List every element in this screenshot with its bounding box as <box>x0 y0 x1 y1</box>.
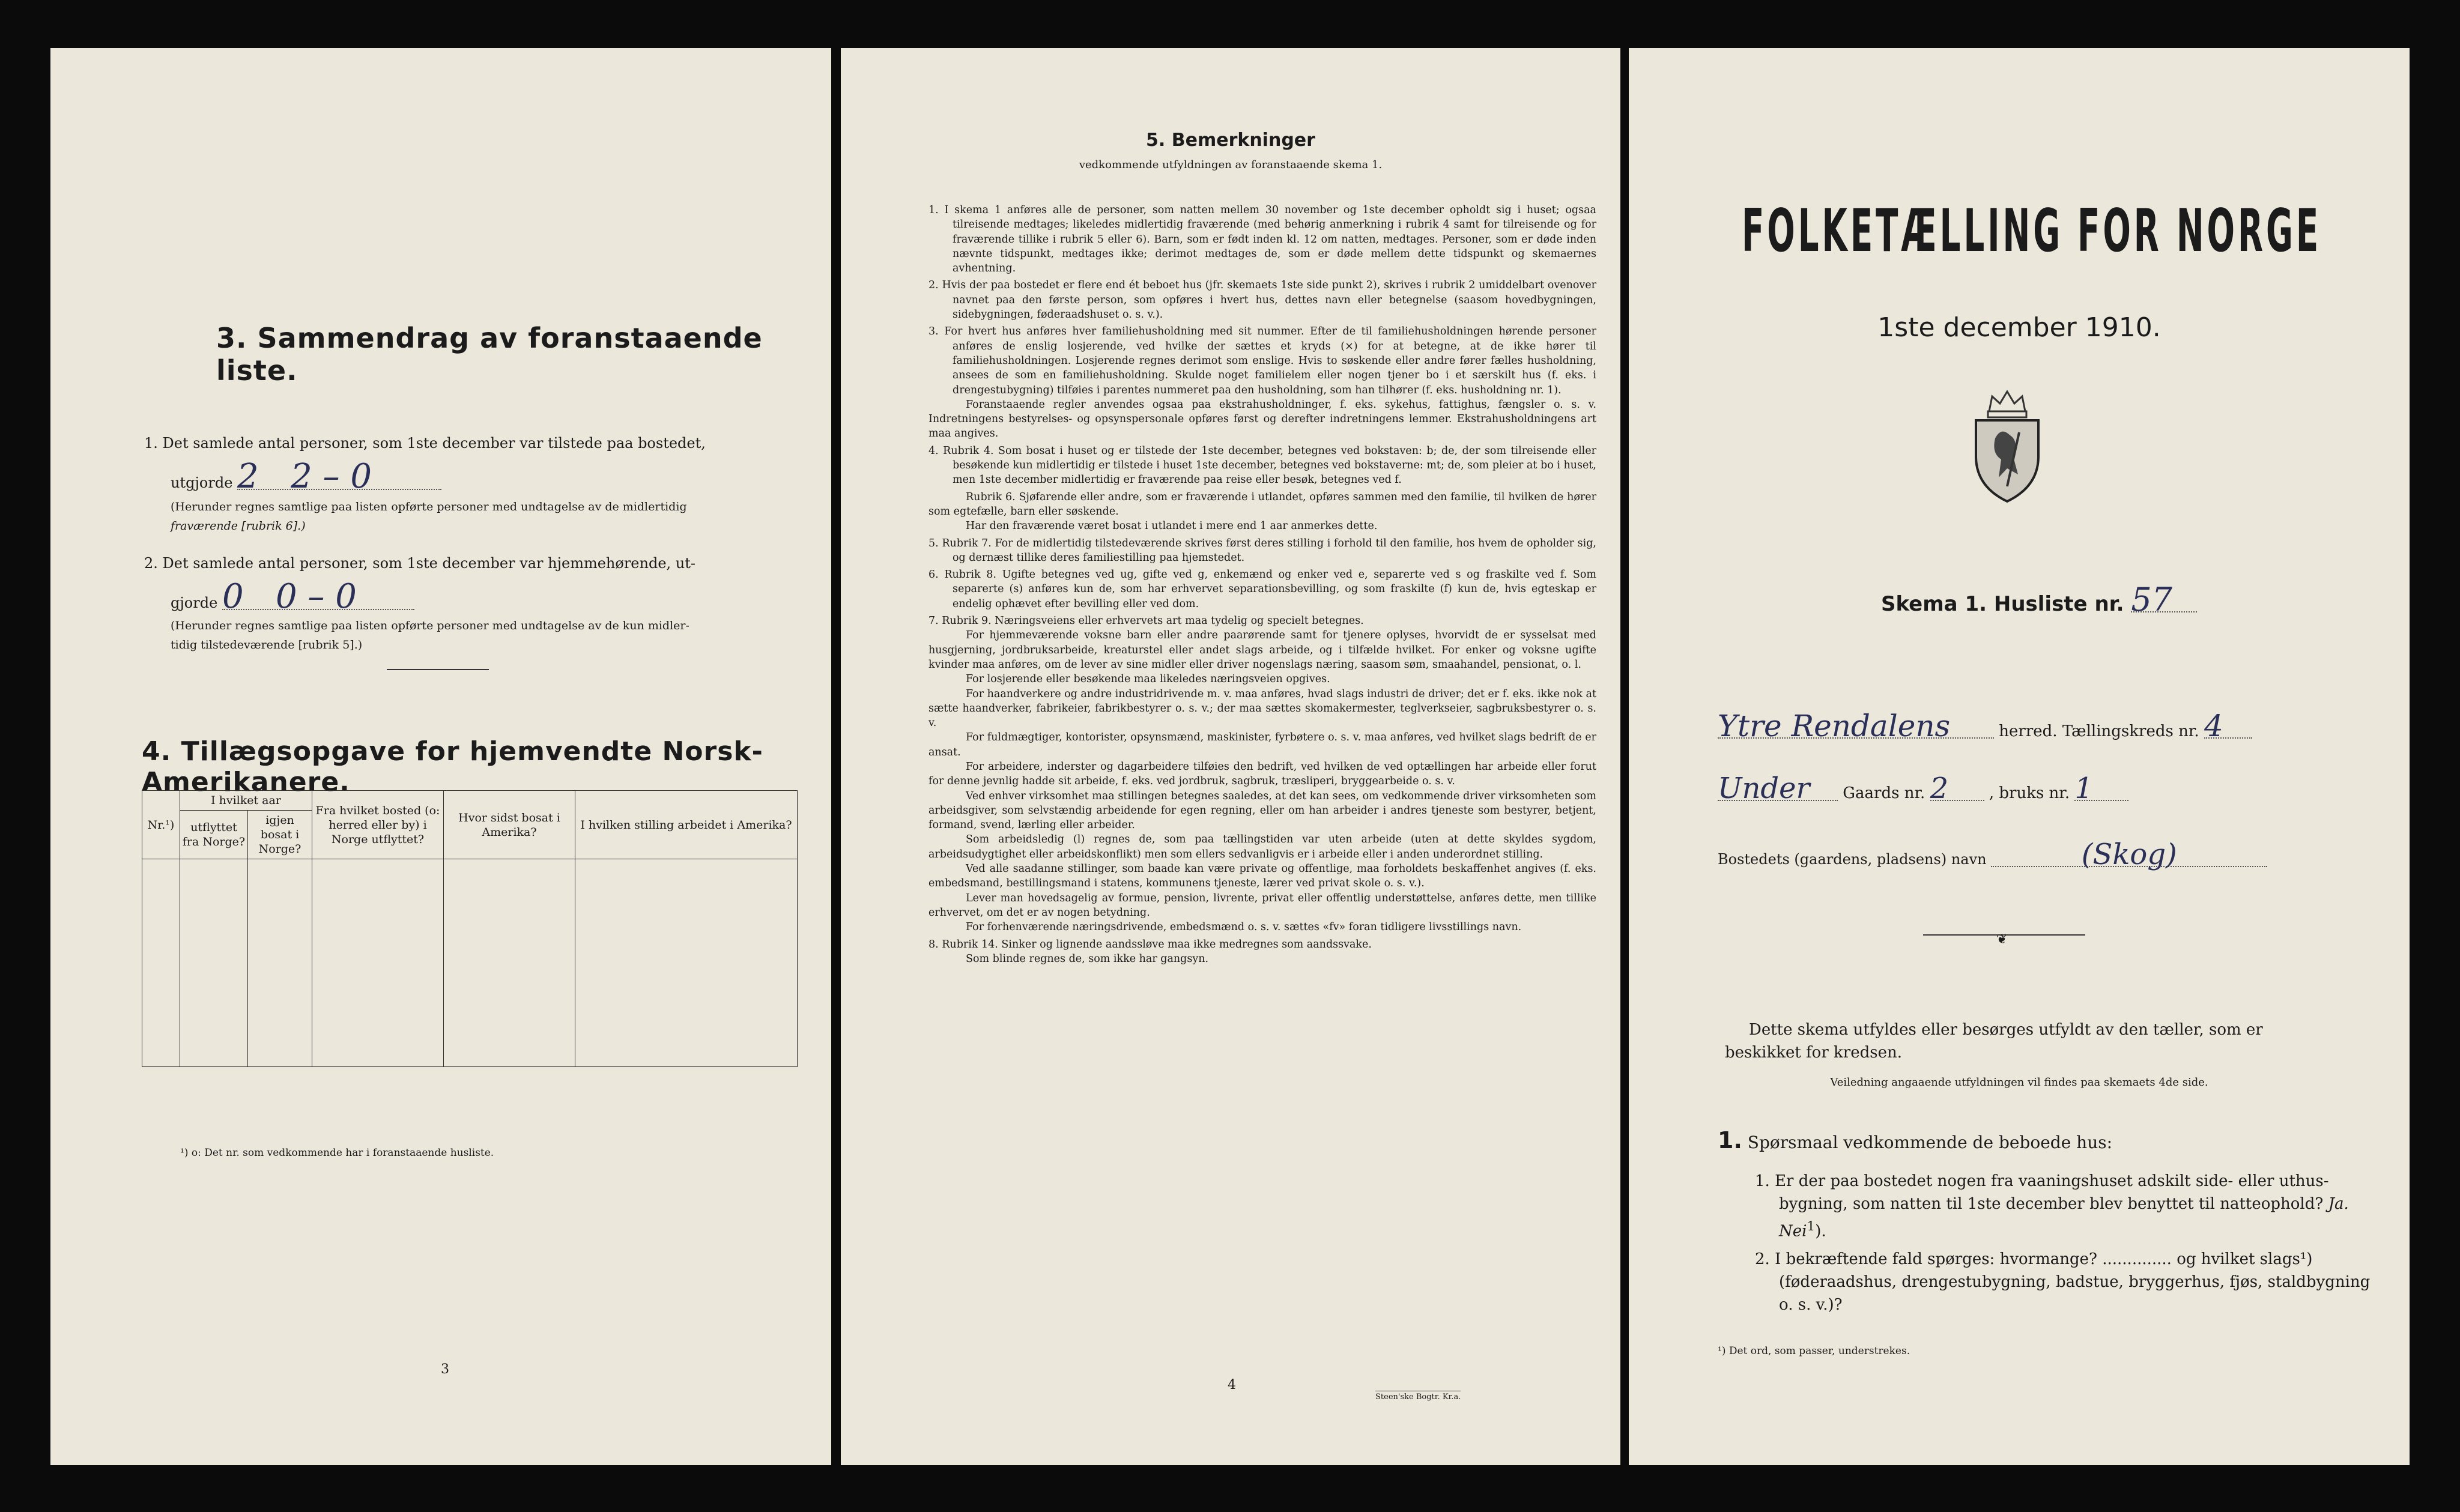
remark-4c: Har den fraværende været bosat i utlandet i mere end 1 aar anmerkes dette. <box>966 520 1378 533</box>
questions-heading-text: Spørsmaal vedkommende de beboede hus: <box>1747 1132 2113 1152</box>
col-occupation: I hvilken stilling arbeidet i Amerika? <box>575 791 798 859</box>
col-group-year: I hvilket aar <box>180 791 312 811</box>
remark-7c: For losjerende eller besøkende maa likeledes næringsveien opgives. <box>966 673 1330 686</box>
item2-hw-a: 0 <box>222 577 244 616</box>
ornament-icon: ❦ <box>1996 932 2008 947</box>
census-title: FOLKETÆLLING FOR NORGE <box>1742 197 2322 265</box>
coat-of-arms-icon <box>1965 384 2049 504</box>
printer-mark: Steen'ske Bogtr. Kr.a. <box>1375 1391 1461 1402</box>
skema-label: Skema 1. Husliste nr. <box>1881 592 2124 616</box>
remark-5: 5. Rubrik 7. For de midlertidig tilstedeværende skrives først deres stilling i forhold til den familie, hos hvem de opholder sig, og dernæst tillike deres familiestilling paa hjemstedet. <box>929 537 1596 564</box>
bosted-name: (Skog) <box>1991 843 2267 867</box>
bruks-number: 1 <box>2074 777 2128 801</box>
remark-7b: For hjemmeværende voksne barn eller andre paarørende samt for tjenere oplyses, hvorvidt de er sysselsat med husgjerning, jordbruksarbeide, kreaturstel eller andet slags arbeide, og i tilfælde hvilket. For enker og voksne ugifte kvinder maa anføres, om de lever av sine midler eller driver nogenslags næring, saasom søm, smaahandel, pensionat, o. l. <box>929 629 1596 671</box>
col-nr: Nr.¹) <box>142 791 180 859</box>
item2-answer-row <box>171 577 414 616</box>
gaard-row <box>1718 772 2128 805</box>
remark-1: 1. I skema 1 anføres alle de personer, som natten mellem 30 november og 1ste december opholdt sig i huset; ogsaa tilreisende medtages; likeledes midlertidig fraværende (med behørig anmerkning i rubrik 4 samt for tilreisende og for fraværende tillike i rubrik 5 eller 6). Barn, som er født inden kl. 12 om natten, medtages. Personer, som er døde inden nævnte tidspunkt, medtages ikke; derimot medtages de, som er døde mellem dette tidspunkt og skemaernes avhentning. <box>929 204 1596 275</box>
bosted-label: Bostedets (gaardens, pladsens) navn <box>1718 851 1987 868</box>
table-footnote: ¹) o: Det nr. som vedkommende har i foranstaaende husliste. <box>180 1147 494 1159</box>
item1-hw-a: 2 <box>237 457 259 496</box>
bosted-row <box>1718 838 2267 871</box>
question-1-answer: Ja. Nei <box>1779 1195 2349 1241</box>
item2-handwriting <box>222 577 414 616</box>
remark-4b: Rubrik 6. Sjøfarende eller andre, som er fraværende i utlandet, opføres sammen med den familie, til hvilken de hører som egtefælle, barn eller søskende. <box>929 491 1596 518</box>
page-number: 4 <box>1228 1377 1236 1393</box>
item2-note-1: (Herunder regnes samtlige paa listen opførte personer med undtagelse av de kun midler- <box>171 619 689 632</box>
right-page <box>1629 48 2410 1465</box>
remark-3b: Foranstaaende regler anvendes ogsaa paa ekstrahusholdninger, f. eks. sykehus, fattighus, fængsler o. s. v. Indretningens bestyrelses- og opsynspersonale opføres først og derefter indretningens lemmer. Ekstrahusholdningens art maa angives. <box>929 398 1596 440</box>
section3-title: 3. Sammendrag av foranstaaende liste. <box>216 322 763 387</box>
remarks-title: 5. Bemerkninger <box>1146 130 1315 151</box>
question-1: 1. Er der paa bostedet nogen fra vaaningshuset adskilt side- eller uthus-bygning, som natten til 1ste december blev benyttet til natteophold? Ja. Nei$^1$). <box>1755 1172 2349 1241</box>
remark-7k: For forhenværende næringsdrivende, embedsmænd o. s. v. sættes «fv» foran tidligere livsstillings navn. <box>966 921 1522 934</box>
section4-title: 4. Tillægsopgave for hjemvendte Norsk-Amerikanere. <box>142 736 763 797</box>
right-footnote: ¹) Det ord, som passer, understrekes. <box>1718 1345 1910 1357</box>
husliste-number: 57 <box>2131 588 2197 612</box>
item1-note-2: fraværende [rubrik 6].) <box>171 519 306 533</box>
question-2: 2. I bekræftende fald spørges: hvormange? .............. og hvilket slags¹) (føderaadshus, drengestubygning, badstue, bryggerhus, fjøs, staldbygning o. s. v.)? <box>1755 1250 2371 1314</box>
herred-name: Ytre Rendalens <box>1718 715 1994 739</box>
census-date: 1ste december 1910. <box>1877 312 2161 343</box>
table-row <box>142 942 798 984</box>
remark-7i: Ved alle saadanne stillinger, som baade kan være private og offentlige, maa forholdets beskaffenhet angives (f. eks. embedsmand, bestillingsmand i statens, kommunens tjeneste, lærer ved privat skole o. s. v.). <box>929 863 1596 890</box>
remark-7: 7. Rubrik 9. Næringsveiens eller erhvervets art maa tydelig og specielt betegnes. <box>929 615 1364 627</box>
intro-note: Veiledning angaaende utfyldningen vil findes paa skemaets 4de side. <box>1830 1076 2208 1089</box>
table-row <box>142 1025 798 1067</box>
item2-line1: 2. Det samlede antal personer, som 1ste december var hjemmehørende, ut- <box>144 555 695 572</box>
herred-label: herred. Tællingskreds nr. <box>1999 722 2199 740</box>
question-2-text: I bekræftende fald spørges: hvormange? .............. og hvilket slags¹) (føderaadshus, drengestubygning, badstue, bryggerhus, fjøs, staldbygning o. s. v.)? <box>1775 1250 2371 1314</box>
herred-row <box>1718 709 2252 743</box>
skema-row <box>1881 581 2197 618</box>
remark-7e: For fuldmægtiger, kontorister, opsynsmænd, maskinister, fyrbøtere o. s. v. maa anføres, ved hvilket slags bedrift de er ansat. <box>929 731 1596 758</box>
remarks-subtitle: vedkommende utfyldningen av foranstaaende skema 1. <box>1079 159 1383 171</box>
remark-6: 6. Rubrik 8. Ugifte betegnes ved ug, gifte ved g, enkemænd og enker ved e, separerte ved s og fraskilte ved f. Som separerte (s) anføres kun de, som har erhvervet separationsbevilling, og som fraskilte (f) kun de, hvis egteskap er endelig ophævet efter bevilling eller ved dom. <box>929 569 1596 610</box>
gaards-label: Gaards nr. <box>1843 784 1925 802</box>
item1-hw-b: 2 – 0 <box>291 457 372 496</box>
item1-label: utgjorde <box>171 474 233 491</box>
col-emigrated: utflyttet fra Norge? <box>180 811 248 859</box>
remark-8: 8. Rubrik 14. Sinker og lignende aandssløve maa ikke medregnes som aandssvake. <box>929 938 1372 951</box>
questions-heading: 1. Spørsmaal vedkommende de beboede hus: <box>1718 1127 2113 1154</box>
table-row <box>142 901 798 942</box>
divider-line <box>387 669 489 670</box>
item2-hw-b: 0 – 0 <box>275 577 357 616</box>
item2-label: gjorde <box>171 594 218 611</box>
table-row <box>142 859 798 901</box>
remark-3: 3. For hvert hus anføres hver familiehusholdning med sit nummer. Efter de til familiehusholdningen hørende personer anføres de enslig losjerende, ved hvilke der sættes et kryds (×) for at betegne, at de ikke hører til familiehusholdningen. Losjerende regnes derimot som enslige. Hvis to søskende eller andre fører fælles husholdning, ansees de som en familiehusholdning. Skulde noget familielem eller nogen tjener bo i et særskilt hus (f. eks. i drengestubygning) tilføies i parentes nummeret paa den husholdning, som han tilhører (f. eks. husholdning nr. 1). <box>929 325 1596 396</box>
table-row <box>142 984 798 1025</box>
remark-7f: For arbeidere, inderster og dagarbeidere tilføies den bedrift, ved hvilken de ved optællingen har arbeide eller forut for denne jevnlig hadde sit arbeide, f. eks. ved jordbruk, sagbruk, træsliperi, bryggearbeide o. s. v. <box>929 760 1596 788</box>
item1-line1: 1. Det samlede antal personer, som 1ste december var tilstede paa bostedet, <box>144 435 706 452</box>
question-1-text: Er der paa bostedet nogen fra vaaningshuset adskilt side- eller uthus-bygning, som natten til 1ste december blev benyttet til natteophold? <box>1775 1172 2329 1213</box>
item1-note-1: (Herunder regnes samtlige paa listen opførte personer med undtagelse av de midlertidig <box>171 500 687 513</box>
gaards-number: 2 <box>1930 777 1984 801</box>
intro-text: Dette skema utfyldes eller besørges utfyldt av den tæller, som er beskikket for kredsen. <box>1725 1021 2263 1062</box>
item2-note-2: tidig tilstedeværende [rubrik 5].) <box>171 638 363 652</box>
remark-7d: For haandverkere og andre industridrivende m. v. maa anføres, hvad slags industri de driver; det er f. eks. ikke nok at sætte haandverker, fabrikeier, fabrikbestyrer o. s. v.; der maa sættes skomakermester, teglverkseier, sagbruksbestyrer o. s. v. <box>929 688 1596 730</box>
page-number: 3 <box>441 1362 449 1377</box>
gaard-name: Under <box>1718 777 1838 801</box>
bruks-label: , bruks nr. <box>1989 784 2070 802</box>
remark-4: 4. Rubrik 4. Som bosat i huset og er tilstede der 1ste december, betegnes ved bokstaven: b; de, der som tilreisende eller besøkende kun midlertidig er tilstede i huset 1ste december, betegnes ved bokstaverne: mt; de, som pleier at bo i huset, men 1ste december midlertidig er fraværende paa reise eller besøk, betegnes ved f. <box>929 444 1596 486</box>
col-from-where: Fra hvilket bosted (o: herred eller by) i Norge utflyttet? <box>312 791 444 859</box>
remark-7g: Ved enhver virksomhet maa stillingen betegnes saaledes, at det kan sees, om vedkommende driver virksomheten som arbeidsgiver, som selvstændig arbeidende for egen regning, eller om han arbeider i andres tjeneste som bestyrer, betjent, formand, svend, lærling eller arbeider. <box>929 790 1596 832</box>
col-returned: igjen bosat i Norge? <box>248 811 312 859</box>
left-page <box>50 48 831 1465</box>
remark-7h: Som arbeidsledig (l) regnes de, som paa tællingstiden var uten arbeide (uten at dette skyldes sygdom, arbeidsudygtighet eller arbeidskonflikt) men som ellers sedvanligvis er i arbeide eller i anden underordnet stilling. <box>929 833 1596 860</box>
remarks-body <box>929 203 1596 966</box>
item1-answer-row <box>171 457 441 496</box>
norsk-amerikanere-table <box>142 790 798 1067</box>
krets-number: 4 <box>2204 715 2252 739</box>
remark-7j: Lever man hovedsagelig av formue, pension, livrente, privat eller offentlig understøttelse, anføres dette, men tillike erhvervet, om det er av nogen betydning. <box>929 892 1596 919</box>
middle-page <box>841 48 1620 1465</box>
item1-handwriting <box>237 457 441 496</box>
remark-8b: Som blinde regnes de, som ikke har gangsyn. <box>966 952 1209 965</box>
col-last-residence: Hvor sidst bosat i Amerika? <box>444 791 575 859</box>
remark-2: 2. Hvis der paa bostedet er flere end ét beboet hus (jfr. skemaets 1ste side punkt 2), skrives i rubrik 2 umiddelbart ovenover navnet paa den første person, som opføres i hvert hus, dettes navn eller betegnelse (saasom hovedbygningen, sidebygningen, føderaadshuset o. s. v.). <box>929 279 1596 321</box>
